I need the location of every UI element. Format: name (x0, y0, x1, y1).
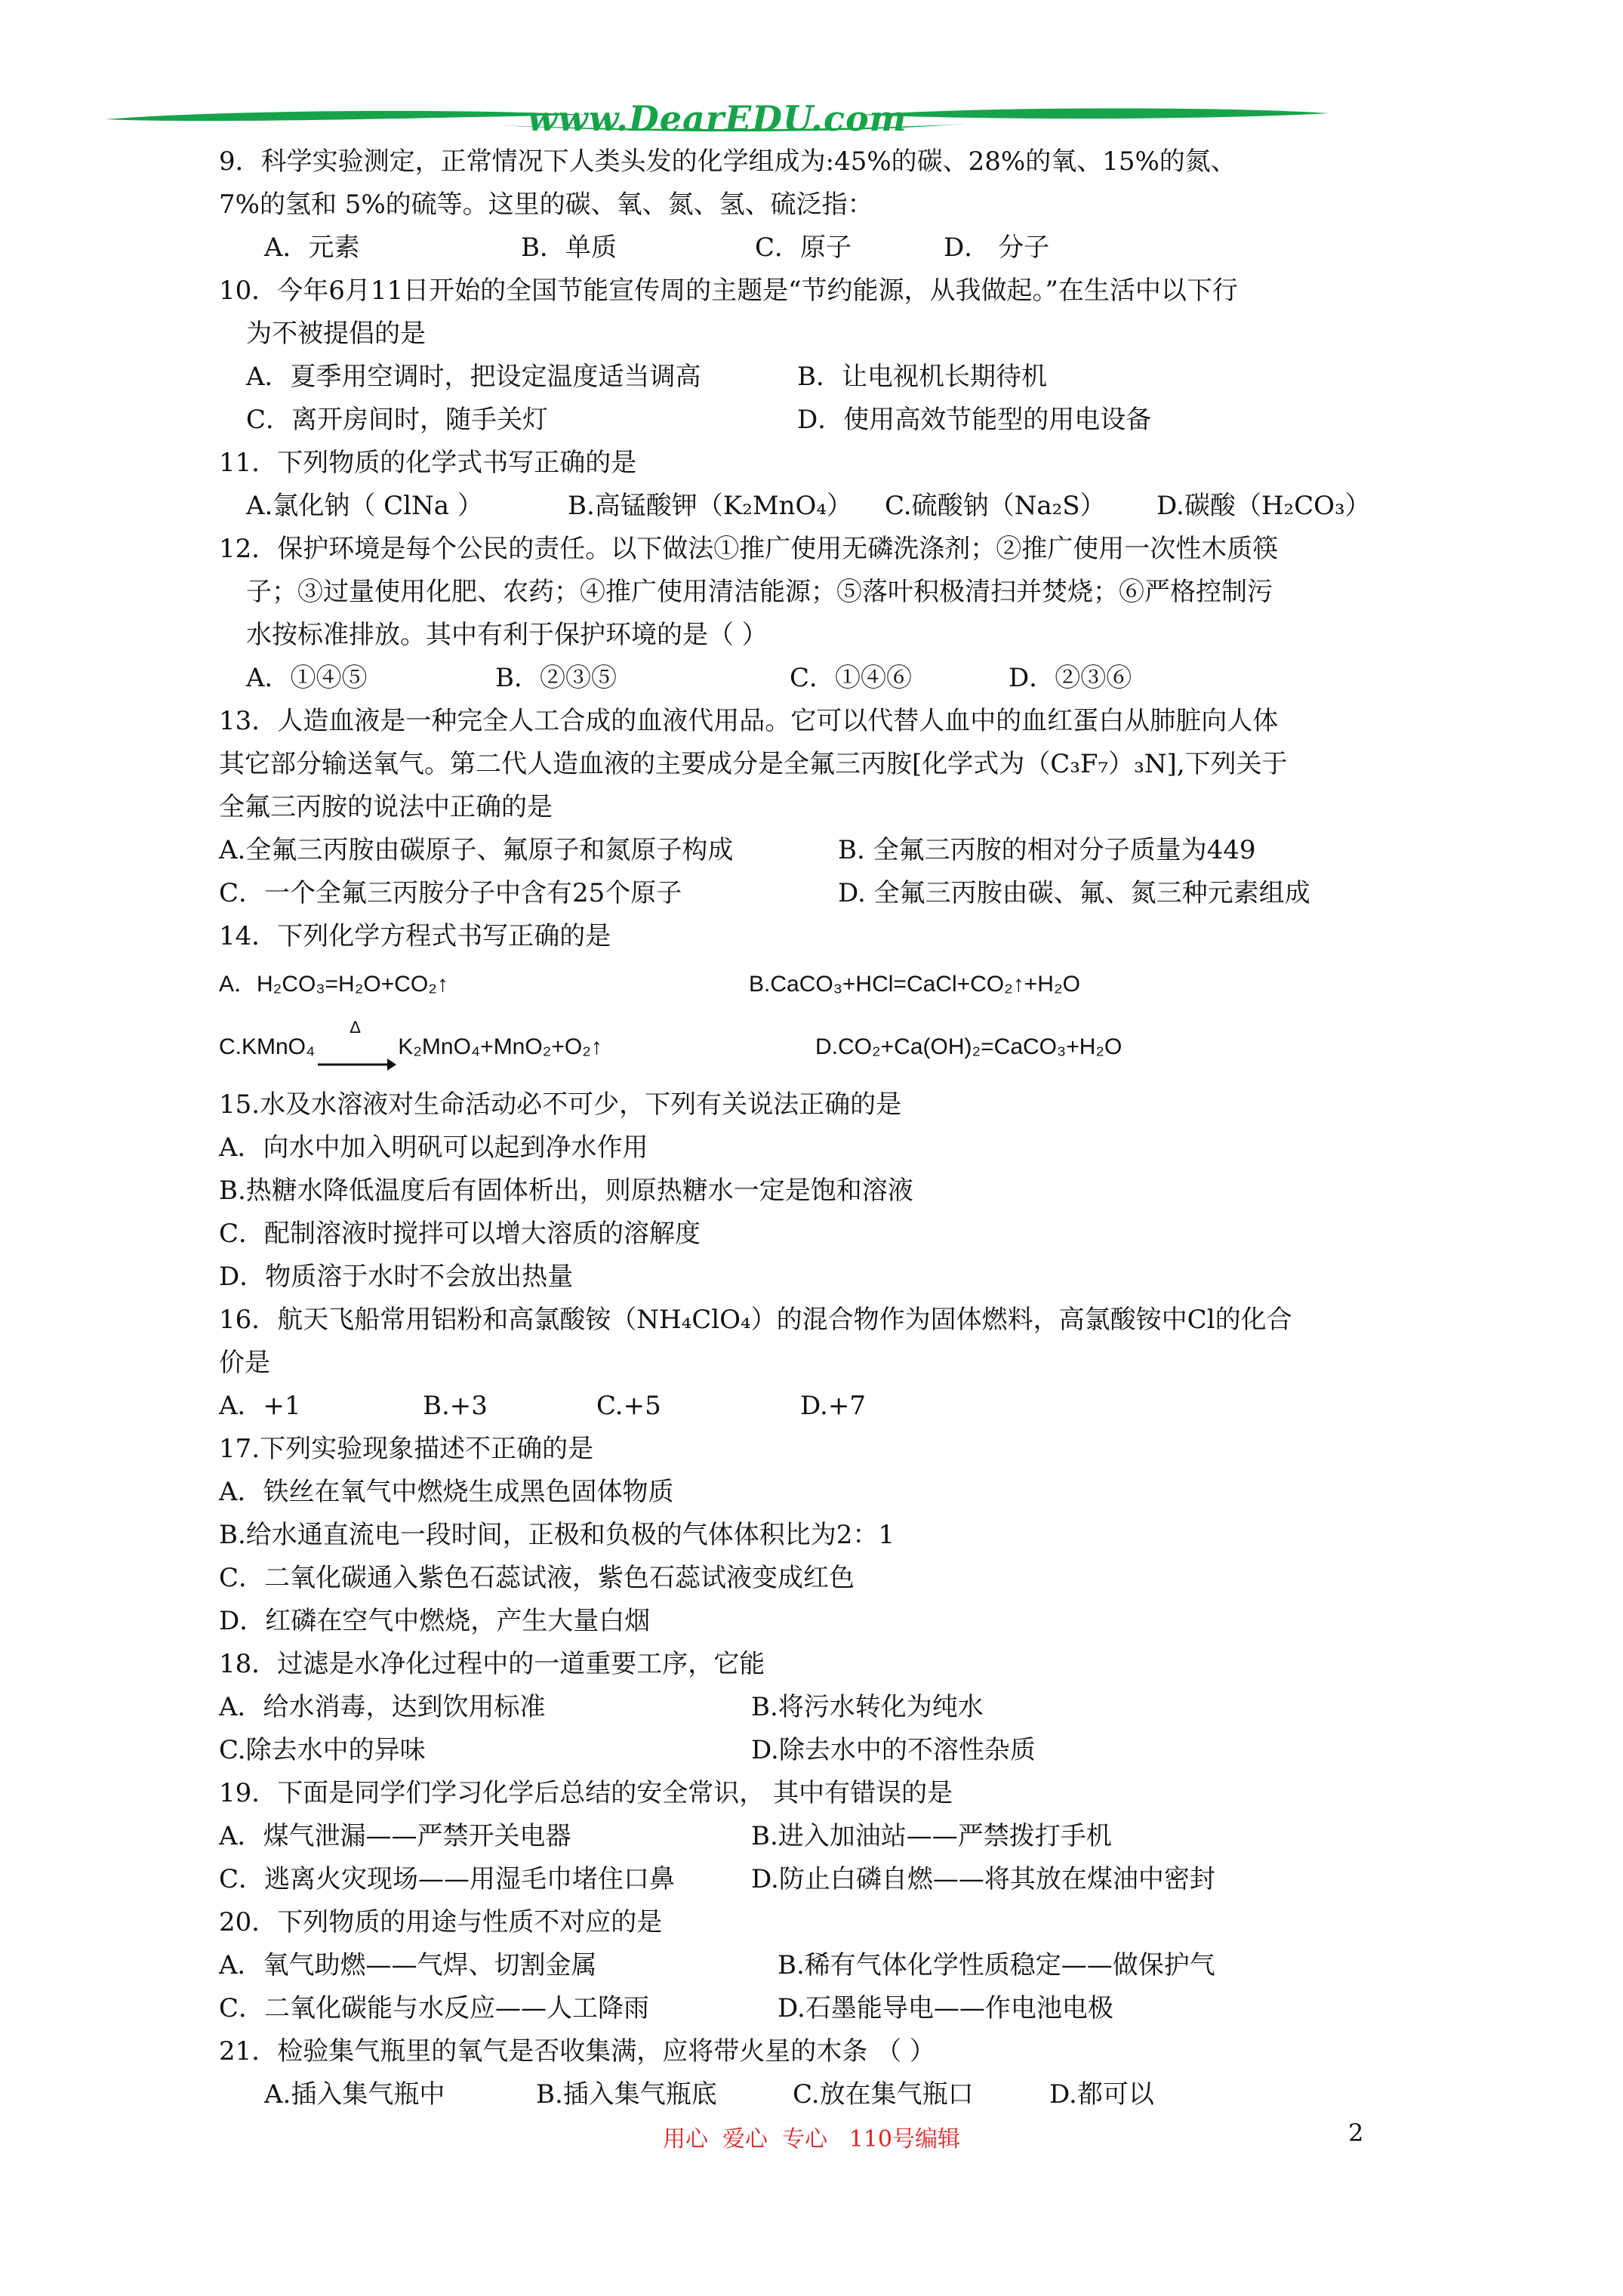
q18-option-c: C.除去水中的异味 (219, 1735, 426, 1765)
q16-option-a: A．+1 (219, 1391, 301, 1421)
q15-option-b: B.热糖水降低温度后有固体析出，则原热糖水一定是饱和溶液 (219, 1176, 913, 1206)
q18-options-row-2 (219, 1729, 1427, 1772)
q10-option-b: B．让电视机长期待机 (797, 362, 1047, 392)
q11-option-c: C.硫酸钠（Na₂S） (885, 491, 1106, 521)
q21-option-b: B.插入集气瓶底 (536, 2079, 717, 2110)
q16-option-b: B.+3 (423, 1391, 488, 1421)
q19-option-d: D.防止白磷自燃——将其放在煤油中密封 (751, 1864, 1215, 1894)
q20-option-c: C．二氧化碳能与水反应——人工降雨 (219, 1993, 650, 2023)
q17-option-b: B.给水通直流电一段时间，正极和负极的气体体积比为2：1 (219, 1520, 895, 1550)
q14-option-a: A．H₂CO₃=H₂O+CO₂↑ (219, 972, 448, 997)
q14-option-c (219, 1011, 815, 1083)
q12-option-b: B．②③⑤ (495, 663, 617, 693)
q20-stem: 20．下列物质的用途与性质不对应的是 (219, 1907, 663, 1937)
q19-options-row-1 (219, 1815, 1427, 1858)
q15-option-c: C．配制溶液时搅拌可以增大溶质的溶解度 (219, 1219, 701, 1249)
q13-options-row-1 (219, 829, 1427, 872)
q10-stem-line-2: 为不被提倡的是 (246, 319, 426, 349)
q20-options-row-2 (219, 1987, 1427, 2030)
q12-option-a: A．①④⑤ (246, 663, 368, 693)
q15-option-d: D．物质溶于水时不会放出热量 (219, 1262, 574, 1292)
q12-stem-line-1: 12．保护环境是每个公民的责任。以下做法①推广使用无磷洗涤剂；②推广使用一次性木质筷 (219, 534, 1279, 564)
q19-options-row-2 (219, 1858, 1427, 1901)
q20-option-b: B.稀有气体化学性质稳定——做保护气 (778, 1950, 1215, 1980)
q13-stem-line-3: 全氟三丙胺的说法中正确的是 (219, 792, 553, 822)
q18-options-row-1 (219, 1686, 1427, 1729)
footer-editor-note: 用心 爱心 专心 110号编辑 (662, 2126, 960, 2153)
q21-option-d: D.都可以 (1049, 2079, 1154, 2110)
q16-options (219, 1385, 1427, 1428)
page-number: 2 (1348, 2119, 1364, 2147)
q18-option-b: B.将污水转化为纯水 (751, 1692, 984, 1722)
q14-option-c-reactant: C.KMnO₄ (219, 1034, 316, 1059)
q14-options-row-1 (219, 958, 1427, 1011)
q19-option-b: B.进入加油站——严禁拨打手机 (751, 1821, 1112, 1851)
q10-option-d: D．使用高效节能型的用电设备 (797, 405, 1152, 435)
q9-options (219, 227, 1427, 270)
q12-stem-line-3: 水按标准排放。其中有利于保护环境的是（ ） (246, 620, 768, 650)
q9-option-b: B．单质 (521, 233, 617, 263)
header-logo (106, 98, 1329, 143)
q16-stem-line-2: 价是 (219, 1348, 270, 1378)
q14-options-row-2 (219, 1011, 1427, 1083)
q19-option-a: A．煤气泄漏——严禁开关电器 (219, 1821, 571, 1851)
q21-options (219, 2073, 1427, 2116)
q9-stem-line-2: 7%的氢和 5%的硫等。这里的碳、氧、氮、氢、硫泛指： (219, 190, 873, 220)
q13-option-d: D. 全氟三丙胺由碳、氟、氮三种元素组成 (838, 878, 1310, 908)
q10-options-row-2 (219, 399, 1427, 442)
q16-stem-line-1: 16．航天飞船常用铝粉和高氯酸铵（NH₄ClO₄）的混合物作为固体燃料，高氯酸铵中Cl的化合 (219, 1305, 1292, 1335)
q11-option-b: B.高锰酸钾（K₂MnO₄） (568, 491, 853, 521)
q20-options-row-1 (219, 1944, 1427, 1987)
q17-option-d: D．红磷在空气中燃烧，产生大量白烟 (219, 1606, 651, 1636)
q9-option-d: D． 分子 (944, 233, 1050, 263)
q21-option-c: C.放在集气瓶口 (793, 2079, 974, 2110)
q16-option-d: D.+7 (800, 1391, 866, 1421)
q14-stem: 14．下列化学方程式书写正确的是 (219, 921, 611, 951)
q17-option-a: A．铁丝在氧气中燃烧生成黑色固体物质 (219, 1477, 674, 1507)
q18-option-a: A．给水消毒，达到饮用标准 (219, 1692, 546, 1722)
q9-option-a: A．元素 (264, 233, 360, 263)
q19-option-c: C．逃离火灾现场——用湿毛巾堵住口鼻 (219, 1864, 676, 1894)
logo-text: www.DearEDU.com (527, 98, 907, 139)
q21-stem: 21．检验集气瓶里的氧气是否收集满，应将带火星的木条 （ ） (219, 2036, 935, 2066)
q11-options (219, 485, 1427, 528)
q9-stem-line-1: 9．科学实验测定，正常情况下人类头发的化学组成为:45%的碳、28%的氧、15%的氮、 (219, 146, 1236, 177)
q13-option-c: C．一个全氟三丙胺分子中含有25个原子 (219, 878, 682, 908)
q19-stem: 19．下面是同学们学习化学后总结的安全常识， 其中有错误的是 (219, 1778, 953, 1808)
q20-option-d: D.石墨能导电——作电池电极 (778, 1993, 1113, 2023)
q14-option-b: B.CaCO₃+HCl=CaCl+CO₂↑+H₂O (749, 972, 1080, 997)
q15-option-a: A．向水中加入明矾可以起到净水作用 (219, 1133, 648, 1163)
q13-option-a: A.全氟三丙胺由碳原子、氟原子和氮原子构成 (219, 835, 734, 865)
q10-option-a: A．夏季用空调时，把设定温度适当调高 (246, 362, 701, 392)
q18-stem: 18．过滤是水净化过程中的一道重要工序，它能 (219, 1649, 765, 1679)
q17-option-c: C．二氧化碳通入紫色石蕊试液，紫色石蕊试液变成红色 (219, 1563, 855, 1593)
q16-option-c: C.+5 (596, 1391, 661, 1421)
q12-options (219, 657, 1427, 700)
q13-stem-line-1: 13．人造血液是一种完全人工合成的血液代用品。它可以代替人血中的血红蛋白从肺脏向人体 (219, 706, 1279, 736)
q18-option-d: D.除去水中的不溶性杂质 (751, 1735, 1036, 1765)
q13-option-b: B. 全氟三丙胺的相对分子质量为449 (838, 835, 1256, 865)
q13-stem-line-2: 其它部分输送氧气。第二代人造血液的主要成分是全氟三丙胺[化学式为（C₃F₇）₃N],下列关于 (219, 749, 1288, 779)
q11-option-d: D.碳酸（H₂CO₃） (1156, 491, 1371, 521)
q17-stem: 17.下列实验现象描述不正确的是 (219, 1434, 594, 1464)
heat-arrow (315, 1018, 398, 1062)
q12-option-c: C．①④⑥ (790, 663, 913, 693)
q11-stem: 11．下列物质的化学式书写正确的是 (219, 448, 637, 478)
q14-option-d: D.CO₂+Ca(OH)₂=CaCO₃+H₂O (815, 1034, 1123, 1059)
q14-option-c-products: K₂MnO₄+MnO₂+O₂↑ (398, 1034, 602, 1059)
q13-options-row-2 (219, 872, 1427, 915)
q10-stem-line-1: 10．今年6月11日开始的全国节能宣传周的主题是“节约能源，从我做起。”在生活中以下行 (219, 276, 1238, 306)
q20-option-a: A．氧气助燃——气焊、切割金属 (219, 1950, 597, 1980)
heat-symbol: Δ (350, 1018, 361, 1037)
q10-option-c: C．离开房间时，随手关灯 (246, 405, 549, 435)
q9-option-c: C．原子 (755, 233, 852, 263)
q11-option-a: A.氯化钠（ ClNa ） (246, 491, 483, 521)
q12-stem-line-2: 子；③过量使用化肥、农药；④推广使用清洁能源；⑤落叶积极清扫并焚烧；⑥严格控制污 (246, 577, 1273, 607)
q15-stem: 15.水及水溶液对生命活动必不可少，下列有关说法正确的是 (219, 1089, 902, 1120)
q12-option-d: D．②③⑥ (1009, 663, 1132, 693)
q10-options-row-1 (219, 356, 1427, 399)
question-list (219, 140, 1427, 2116)
q21-option-a: A.插入集气瓶中 (264, 2079, 445, 2110)
reaction-arrow-icon (315, 1045, 398, 1075)
